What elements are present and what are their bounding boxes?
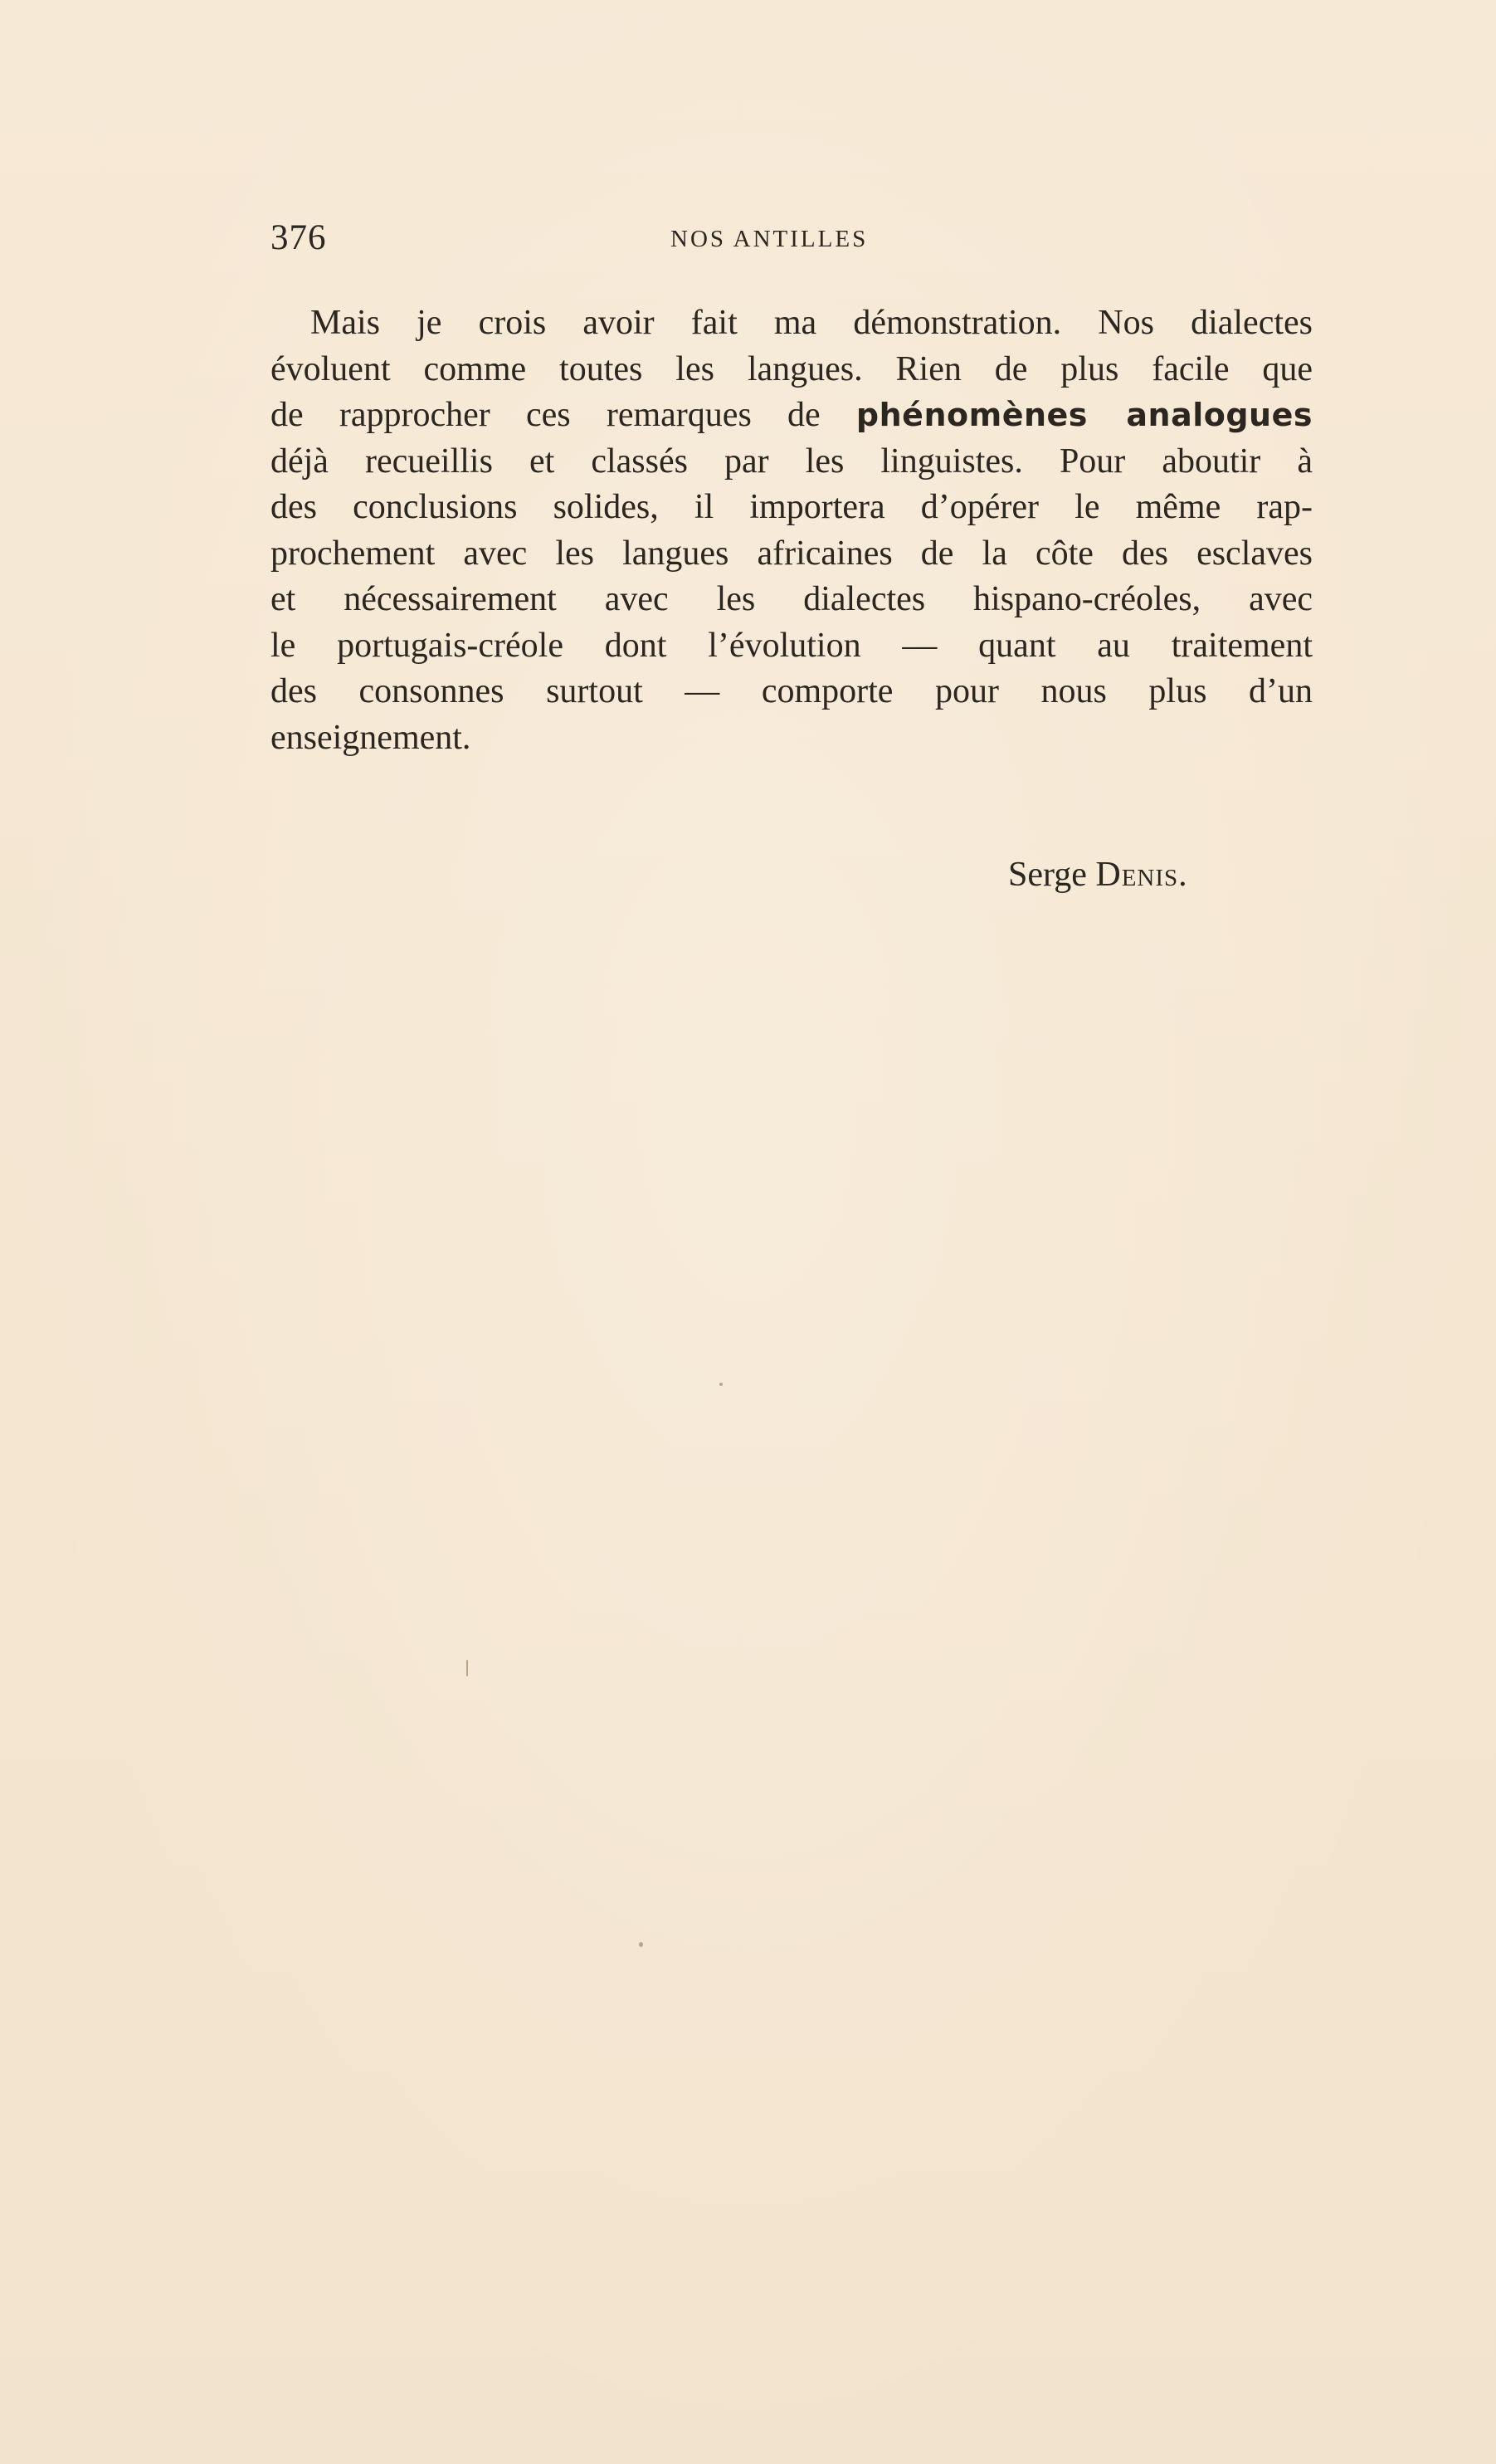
paper-speck: [639, 1942, 643, 1947]
page-number: 376: [270, 218, 327, 257]
text-line: déjà recueillis et classés par les linguistes. Pour aboutir à: [270, 442, 1313, 481]
text-line: enseignement.: [270, 718, 471, 757]
paper-speck: [719, 1383, 723, 1386]
text-line: [270, 393, 1313, 439]
body-paragraph: [270, 300, 1313, 761]
text-line: des conclusions solides, il importera d’opérer le même rap-: [270, 488, 1313, 526]
author-signature: [1008, 855, 1188, 895]
author-first-name: Serge: [1008, 856, 1087, 894]
text-line: Mais je crois avoir fait ma démonstration. Nos dialectes: [310, 304, 1313, 342]
running-head: [0, 217, 1496, 264]
text-line: évoluent comme toutes les langues. Rien de plus facile que: [270, 349, 1313, 388]
emphasized-phrase: phénomènes analogues: [855, 397, 1313, 433]
running-title: NOS ANTILLES: [670, 226, 869, 252]
author-last-name: Denis.: [1095, 856, 1188, 894]
paper-speck: [466, 1660, 468, 1676]
text-line: et nécessairement avec les dialectes hispano-créoles, avec: [270, 580, 1313, 618]
text-line: le portugais-créole dont l’évolution — quant au traitement: [270, 626, 1313, 665]
text-line: prochement avec les langues africaines de la côte des esclaves: [270, 534, 1313, 573]
text-line: des consonnes surtout — comporte pour nous plus d’un: [270, 672, 1313, 710]
text-segment: de rapprocher ces remarques de: [270, 396, 821, 434]
